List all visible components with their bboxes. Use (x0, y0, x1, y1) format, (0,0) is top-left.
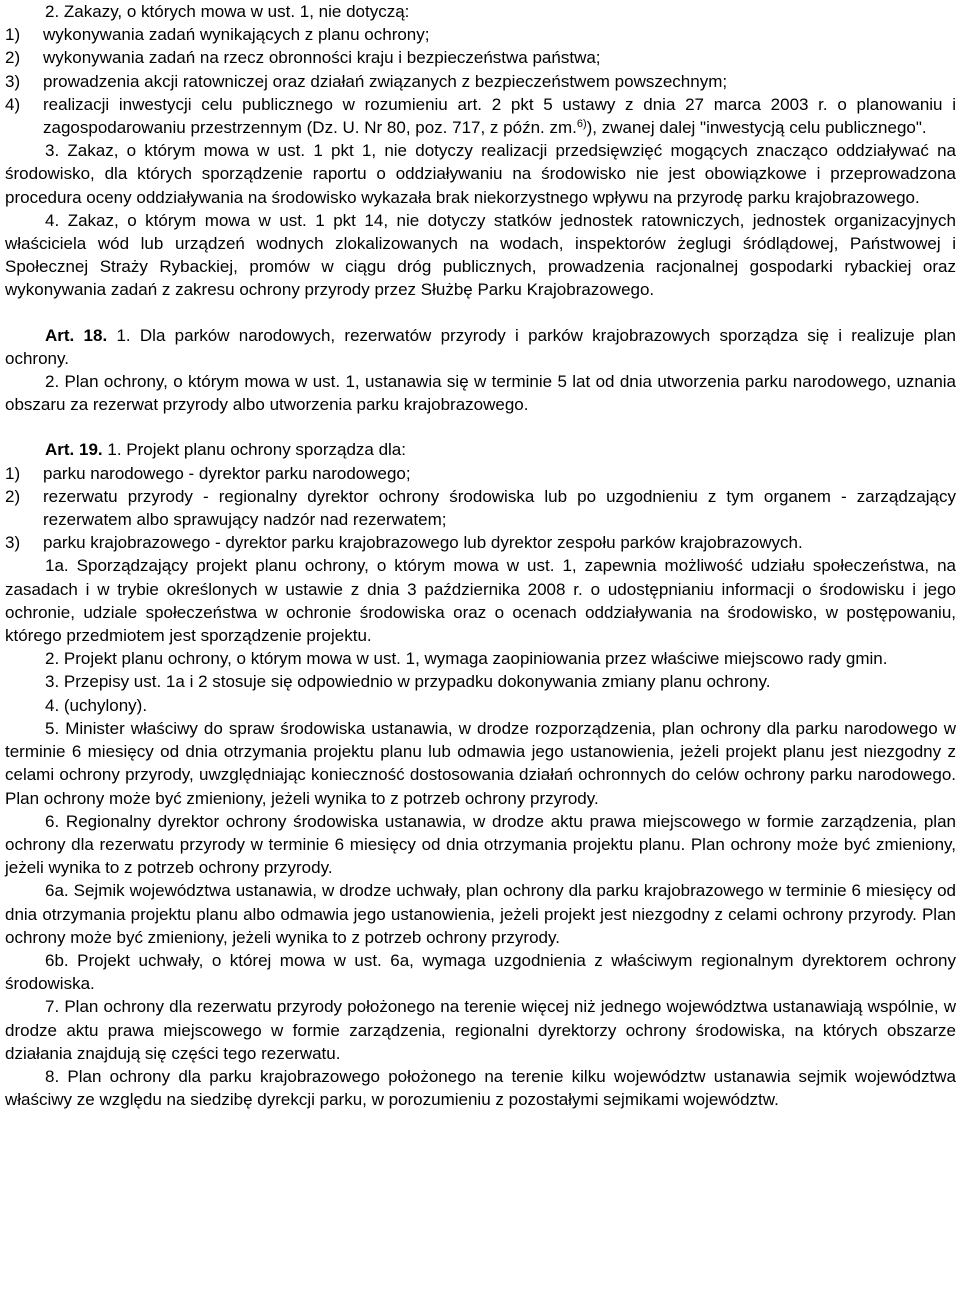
article-19-heading: Art. 19. (45, 440, 103, 460)
list-text: wykonywania zadań na rzecz obronności kraju i bezpieczeństwa państwa; (43, 48, 601, 68)
list-number: 4) (5, 94, 21, 114)
paragraph-4: 4. Zakaz, o którym mowa w ust. 1 pkt 14, nie dotyczy statków jednostek ratowniczych, jednostek organizacyjnych właściciela wód lub urządzeń wodnych zlokalizowanych na wodach, inspektorów żeglugi śródlądowej, Państwowej i Społecznej Straży Rybackiej, promów w ciągu dróg publicznych, prowadzenia racjonalnej gospodarki rybackiej oraz wykonywania zadań z zakresu ochrony przyrody przez Służbę Parku Krajobrazowego. (5, 210, 956, 300)
list-item (5, 46, 956, 69)
article-19-paragraph-6: 6. Regionalny dyrektor ochrony środowiska ustanawia, w drodze aktu prawa miejscowego w formie zarządzenia, plan ochrony dla rezerwatu przyrody w terminie 6 miesięcy od dnia otrzymania projektu planu. Plan ochrony może być zmieniony, jeżeli wynika to z potrzeb ochrony przyrody. (5, 811, 956, 878)
article-19-paragraph-1 (5, 438, 956, 461)
article-19-paragraph-7: 7. Plan ochrony dla rezerwatu przyrody położonego na terenie więcej niż jednego województwa ustanawiają wspólnie, w drodze aktu prawa miejscowego w formie zarządzenia, regionalni dyrektorzy ochrony środowiska, na których obszarze działania znajdują się części tego rezerwatu. (5, 997, 956, 1063)
article-18-paragraph-2: 2. Plan ochrony, o którym mowa w ust. 1, ustanawia się w terminie 5 lat od dnia utworzenia parku narodowego, uznania obszaru za rezerwat przyrody albo utworzenia parku krajobrazowego. (5, 372, 956, 415)
footnote-ref: 6) (576, 118, 587, 131)
list-text (43, 93, 956, 139)
list-text: rezerwatu przyrody - regionalny dyrektor ochrony środowiska lub po uzgodnieniu z tym organem - zarządzający rezerwatem albo sprawujący nadzór nad rezerwatem; (43, 486, 956, 530)
list-text: prowadzenia akcji ratowniczej oraz działań związanych z bezpieczeństwem powszechnym; (43, 71, 728, 91)
list-text: parku narodowego - dyrektor parku narodowego; (43, 463, 411, 483)
paragraph-3: 3. Zakaz, o którym mowa w ust. 1 pkt 1, nie dotyczy realizacji przedsięwzięć mogących znacząco oddziaływać na środowisko, dla których sporządzenie raportu o oddziaływaniu na środowisko nie jest obowiązkowe i przeprowadzona procedura oceny oddziaływania na środowisko wykazała brak niekorzystnego wpływu na przyrodę parku krajobrazowego. (5, 141, 956, 207)
list-number: 1) (5, 25, 21, 45)
article-19-paragraph-1a: 1a. Sporządzający projekt planu ochrony, o którym mowa w ust. 1, zapewnia możliwość udziału społeczeństwa, na zasadach i w trybie określonych w ustawie z dnia 3 października 2008 r. o udostępnianiu informacji o środowisku i jego ochronie, udziale społeczeństwa w ochronie środowiska oraz o ocenach oddziaływania na środowisko, w postępowaniu, którego przedmiotem jest sporządzenie projektu. (5, 556, 956, 646)
list-number: 1) (5, 463, 21, 483)
list-text: parku krajobrazowego - dyrektor parku krajobrazowego lub dyrektor zespołu parków krajobrazowych. (43, 533, 803, 553)
list-number: 3) (5, 533, 21, 553)
article-18-paragraph-1 (5, 324, 956, 370)
article-19-paragraph-8: 8. Plan ochrony dla parku krajobrazowego położonego na terenie kilku województw ustanawia sejmik województwa właściwy ze względu na siedzibę dyrekcji parku, w porozumieniu z pozostałymi sejmikami województw. (5, 1066, 956, 1110)
list-item (5, 462, 956, 485)
article-19-paragraph-3: 3. Przepisy ust. 1a i 2 stosuje się odpowiednio w przypadku dokonywania zmiany planu ochrony. (45, 672, 771, 692)
spacer (5, 302, 956, 324)
paragraph-2: 2. Zakazy, o których mowa w ust. 1, nie dotyczą: (45, 2, 410, 21)
list-number: 2) (5, 48, 21, 68)
list-item (5, 70, 956, 93)
list-item (5, 93, 956, 139)
list-text-part: realizacji inwestycji celu publicznego w rozumieniu art. 2 pkt 5 ustawy z dnia 27 marca 2003 r. o planowaniu i zagospodarowaniu przestrzennym (Dz. U. Nr 80, poz. 717, z późn. zm. (43, 94, 956, 138)
article-19-paragraph-6b: 6b. Projekt uchwały, o której mowa w ust. 6a, wymaga uzgodnienia z właściwym regionalnym dyrektorem ochrony środowiska. (5, 950, 956, 994)
list-item (5, 531, 956, 554)
list-number: 2) (5, 486, 21, 506)
article-18-heading: Art. 18. (45, 325, 108, 345)
list-text-part: ), zwanej dalej "inwestycją celu publicznego". (586, 118, 927, 138)
article-19-paragraph-5: 5. Minister właściwy do spraw środowiska ustanawia, w drodze rozporządzenia, plan ochrony dla parku narodowego w terminie 6 miesięcy od dnia otrzymania projektu planu lub odmawia jego ustanowienia, jeżeli projekt planu jest niezgodny z celami ochrony przyrody, uwzględniając konieczność dostosowania działań ochronnych do celów ochrony parku narodowego. Plan ochrony może być zmieniony, jeżeli wynika to z potrzeb ochrony przyrody. (5, 718, 956, 808)
list-item (5, 485, 956, 531)
article-19-text: 1. Projekt planu ochrony sporządza dla: (102, 440, 406, 460)
article-19-paragraph-4: 4. (uchylony). (45, 695, 148, 715)
list-item (5, 23, 956, 46)
article-18-text: 1. Dla parków narodowych, rezerwatów przyrody i parków krajobrazowych sporządza się i realizuje plan ochrony. (5, 325, 956, 368)
article-19-paragraph-2: 2. Projekt planu ochrony, o którym mowa w ust. 1, wymaga zaopiniowania przez właściwe miejscowo rady gmin. (45, 649, 888, 669)
article-19-paragraph-6a: 6a. Sejmik województwa ustanawia, w drodze uchwały, plan ochrony dla parku krajobrazowego w terminie 6 miesięcy od dnia otrzymania projektu planu albo odmawia jego ustanowienia, jeżeli projekt jest niezgodny z celami ochrony przyrody. Plan ochrony może być zmieniony, jeżeli wynika to z potrzeb ochrony przyrody. (5, 881, 956, 947)
list-text: wykonywania zadań wynikających z planu ochrony; (43, 25, 430, 45)
spacer (5, 416, 956, 438)
list-number: 3) (5, 71, 21, 91)
